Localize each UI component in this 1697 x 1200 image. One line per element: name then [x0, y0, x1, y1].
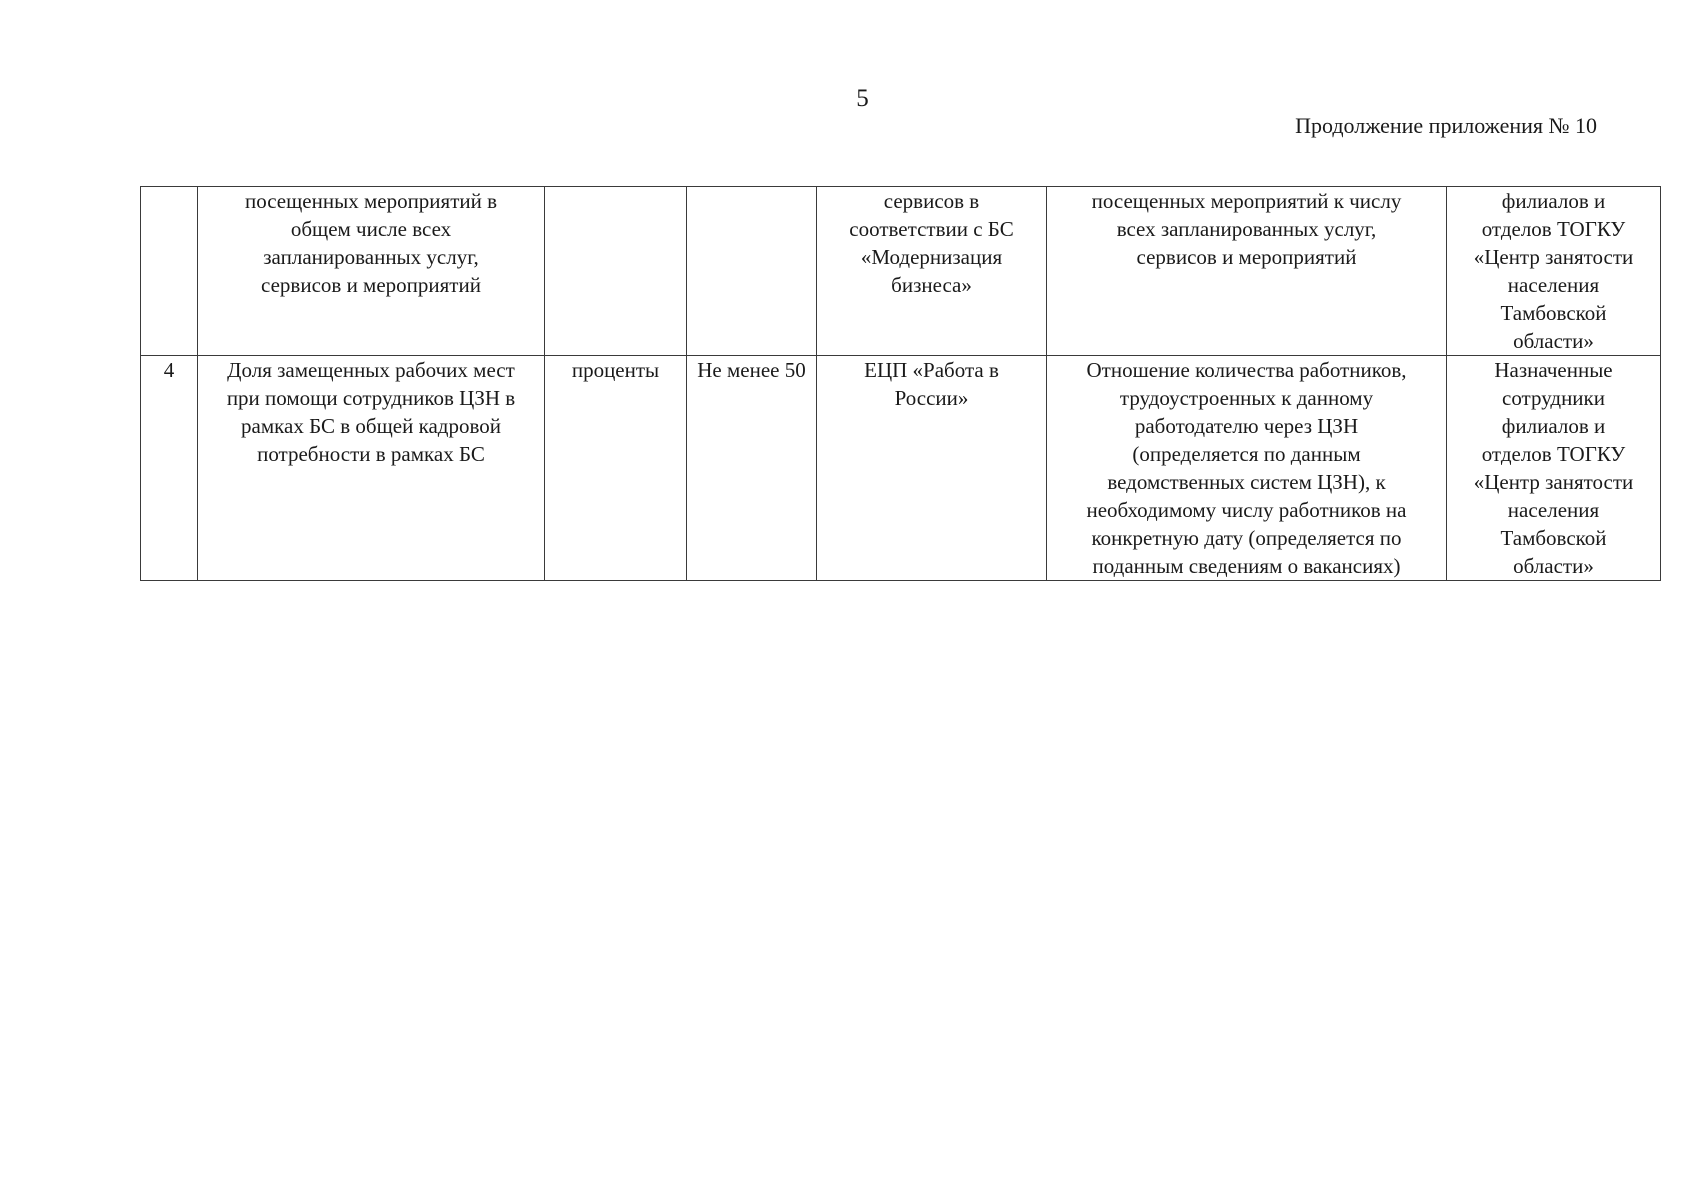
cell-responsible: Назначенные сотрудники филиалов и отделов ТОГКУ «Центр занятости населения Тамбовской области»	[1447, 356, 1661, 581]
cell-indicator: Доля замещенных рабочих мест при помощи сотрудников ЦЗН в рамках БС в общей кадровой потребности в рамках БС	[198, 356, 545, 581]
cell-source: ЕЦП «Работа в России»	[817, 356, 1047, 581]
table-row	[141, 356, 1661, 581]
cell-number: 4	[141, 356, 198, 581]
cell-method: Отношение количества работников, трудоустроенных к данному работодателю через ЦЗН (определяется по данным ведомственных систем ЦЗН), к необходимому числу работников на конкретную дату (определяется по поданным сведениям о вакансиях)	[1047, 356, 1447, 581]
indicators-table	[140, 186, 1661, 581]
cell-responsible: филиалов и отделов ТОГКУ «Центр занятости населения Тамбовской области»	[1447, 187, 1661, 356]
continuation-note: Продолжение приложения № 10	[1295, 113, 1597, 138]
table-row	[141, 187, 1661, 356]
page-number: 5	[856, 85, 869, 112]
cell-target	[687, 187, 817, 356]
cell-number	[141, 187, 198, 356]
cell-unit: проценты	[545, 356, 687, 581]
cell-method: посещенных мероприятий к числу всех запланированных услуг, сервисов и мероприятий	[1047, 187, 1447, 356]
cell-target: Не менее 50	[687, 356, 817, 581]
cell-unit	[545, 187, 687, 356]
cell-indicator: посещенных мероприятий в общем числе всех запланированных услуг, сервисов и мероприятий	[198, 187, 545, 356]
cell-source: сервисов в соответствии с БС «Модернизация бизнеса»	[817, 187, 1047, 356]
